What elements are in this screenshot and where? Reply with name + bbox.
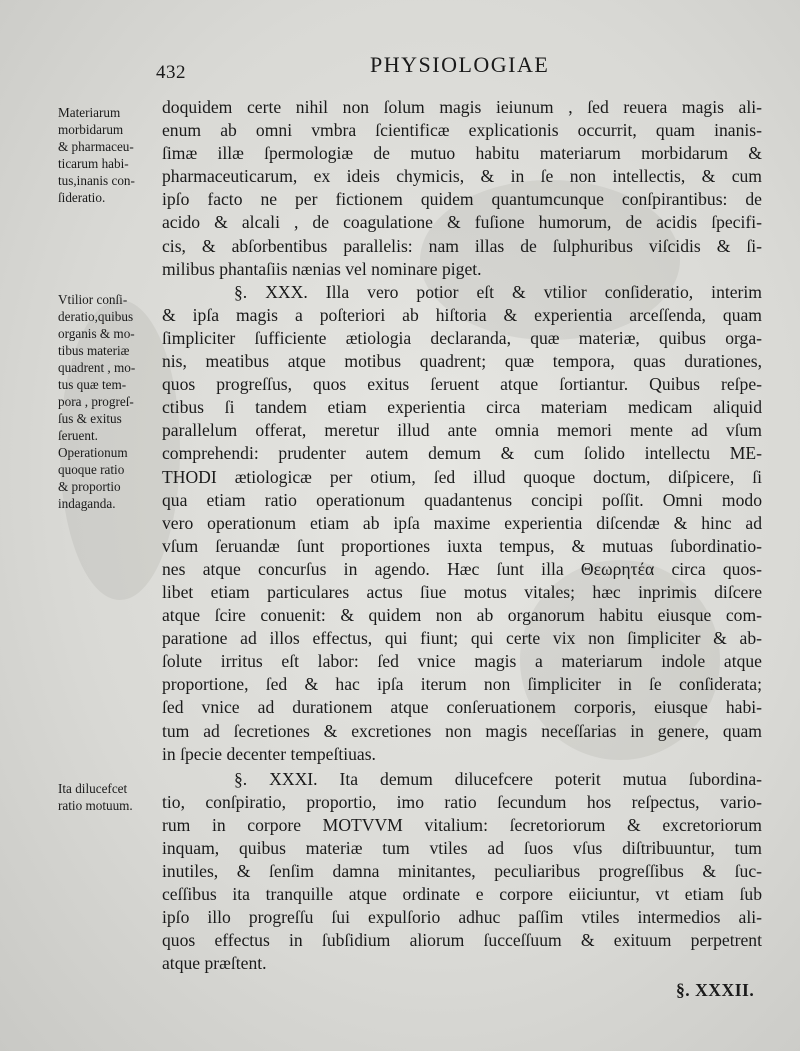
margin-note-line: tus quæ tem- [58, 377, 127, 392]
margin-note-line: & proportio [58, 479, 121, 494]
text-line: qua etiam ratio operationum quadantenus concipi poſſit. Omni modo [162, 489, 762, 510]
paragraph-1 [162, 96, 762, 281]
text-line: nis, meatibus atque motibus quadrent; quæ tempora, quas durationes, [162, 351, 762, 372]
page-number: 432 [156, 62, 186, 83]
margin-note-line: & pharmaceu- [58, 139, 134, 154]
margin-note-vtilior [58, 291, 170, 512]
text-line: quos effectus in ſubſidium aliorum ſucceſſuum & exituum perpetrent [162, 930, 762, 951]
margin-note-line: Operationum [58, 445, 128, 460]
text-line: atque ſcire conuenit: & quidem non ab organorum habitu eiusque com- [162, 605, 762, 626]
margin-note-line: deratio,quibus [58, 309, 134, 324]
page-header [0, 52, 800, 82]
text-line: atque præſtent. [162, 953, 267, 974]
text-line: nes atque concurſus in agendo. Hæc ſunt illa Θεωρητέα circa quos- [162, 558, 762, 579]
text-line: ſimæ illæ ſpermologiæ de mutuo habitu materiarum morbidarum & [162, 143, 762, 164]
margin-note-line: ratio motuum. [58, 798, 133, 813]
text-line: ſimpliciter ſufficiente ætiologia declaranda, quæ materiæ, quibus orga- [162, 327, 762, 348]
text-line: parallelum offerat, meretur illud ante omnia memori mente ad vſum [162, 420, 762, 441]
text-line: ipſo facto ne per fictionem quidem quantumcunque conſpirantibus: de [162, 189, 762, 210]
margin-note-line: ſeruent. [58, 428, 98, 443]
text-line: paratione ad illos effectus, qui fiunt; qui certe vix non ſimpliciter & ab- [162, 628, 762, 649]
margin-note-line: organis & mo- [58, 326, 135, 341]
text-line: vero operationum etiam ab ipſa maxime experientia diſcendæ & hinc ad [162, 512, 762, 533]
section-heading-line: §. XXXI. Ita demum dilucefcere poterit mutua ſubordina- [234, 768, 762, 789]
text-line: libet etiam particulares actus ſiue motus vitales; hæc inprimis diſcere [162, 581, 762, 602]
text-line: & ipſa magis a poſteriori ab hiſtoria & experientia arceſſenda, quam [162, 304, 762, 325]
text-line: ceſſibus ita tranquille atque ordinate e corpore eiiciuntur, vt etiam ſub [162, 884, 762, 905]
margin-note-materiarum [58, 104, 170, 206]
text-line: ſolute irritus eſt labor: ſed vnice magis a materiarum indole atque [162, 651, 762, 672]
margin-note-line: quadrent , mo- [58, 360, 136, 375]
text-line: proportione, ſed & hac ipſa iterum non ſimpliciter in ſe conſiderata; [162, 674, 762, 695]
text-line: rum in corpore MOTVVM vitalium: ſecretoriorum & excretoriorum [162, 814, 762, 835]
text-line: tio, conſpiratio, proportio, imo ratio ſecundum hos reſpectus, vario- [162, 791, 762, 812]
text-line: acido & alcali , de coagulatione & fuſione humorum, de acidis ſpecifi- [162, 212, 762, 233]
paragraph-section-31 [162, 768, 762, 976]
margin-note-line: ſideratio. [58, 190, 106, 205]
text-line: ſed vnice ad durationem atque conſeruationem corporis, eiusque habi- [162, 697, 762, 718]
text-line: quos progreſſus, quos exitus ſeruent atque ſortiantur. Quibus reſpe- [162, 374, 762, 395]
text-line: tum ad ſecretiones & excretiones non magis neceſſarias in genere, quam [162, 720, 762, 741]
margin-note-line: tus,inanis con- [58, 173, 135, 188]
text-line: inutiles, & ſenſim damna minitantes, peculiaribus progreſſibus & ſuc- [162, 861, 762, 882]
text-line: ipſo illo progreſſu ſui expulſorio adhuc paſſim vtiles intermedios ali- [162, 907, 762, 928]
text-line: pharmaceuticarum, ex ideis chymicis, & in ſe non intellectis, & cum [162, 166, 762, 187]
margin-note-line: Ita dilucefcet [58, 781, 128, 796]
margin-note-line: tibus materiæ [58, 343, 130, 358]
catchword: §. XXXII. [676, 980, 755, 1000]
margin-note-line: Vtilior conſi- [58, 292, 128, 307]
text-line: comprehendi: prudenter autem demum & cum ſolido intellectu ME- [162, 443, 762, 464]
margin-note-line: ticarum habi- [58, 156, 129, 171]
margin-note-line: morbidarum [58, 122, 124, 137]
text-line: THODI ætiologicæ per otium, ſed illud quoque doctum, diſpicere, ſi [162, 466, 762, 487]
text-line: vſum ſeruandæ ſunt proportiones iuxta tempus, & mutuas ſubordinatio- [162, 535, 762, 556]
paragraph-section-30 [162, 281, 762, 766]
running-head: PHYSIOLOGIAE [370, 52, 550, 77]
margin-note-line: quoque ratio [58, 462, 125, 477]
text-line: enum ab omni vmbra ſcientificæ explicationis occurrit, quam inanis- [162, 120, 762, 141]
margin-note-line: pora , progreſ- [58, 394, 134, 409]
margin-note-line: ſus & exitus [58, 411, 122, 426]
text-line: in ſpecie decenter tempeſtiuas. [162, 743, 376, 764]
text-line: ctibus ſi tandem etiam experientia circa materiam medicam aliquid [162, 397, 762, 418]
text-line: doquidem certe nihil non ſolum magis ieiunum , ſed reuera magis ali- [162, 97, 762, 117]
margin-note-ita [58, 780, 170, 814]
section-heading-line: §. XXX. Illa vero potior eſt & vtilior conſideratio, interim [234, 281, 762, 302]
margin-note-line: Materiarum [58, 105, 121, 120]
text-line: milibus phantaſiis nænias vel nominare piget. [162, 258, 482, 279]
text-line: inquam, quibus materiæ tum vtiles ad ſuos vſus diſtribuuntur, tum [162, 838, 762, 858]
text-line: cis, & abſorbentibus parallelis: nam illas de ſulphuribus viſcidis & ſi- [162, 235, 762, 256]
body-text [162, 96, 762, 976]
margin-note-line: indaganda. [58, 496, 116, 511]
